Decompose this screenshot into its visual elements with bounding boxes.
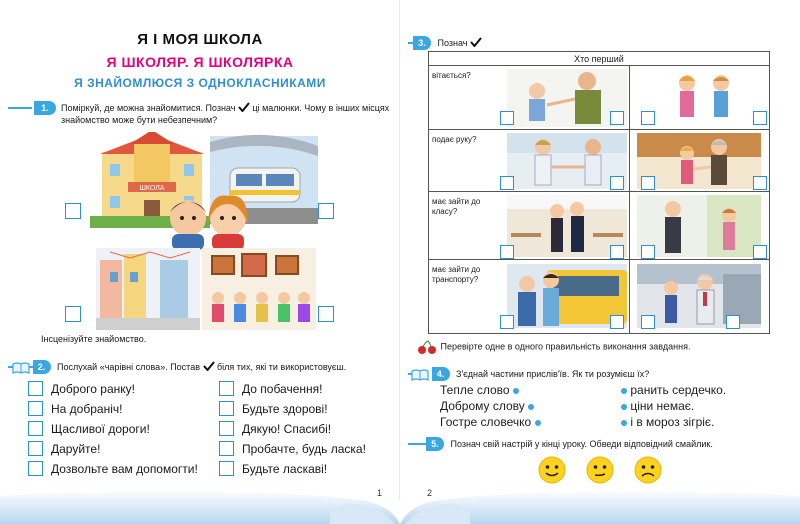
word-checkbox[interactable] [28, 401, 43, 416]
museum-picture [202, 248, 316, 330]
checkbox-station[interactable] [318, 203, 334, 219]
task-5: 5. Познач свій настрій у кінці уроку. Обведи відповідний смайлик. [426, 437, 713, 451]
word-checkbox[interactable] [28, 421, 43, 436]
table-header: Хто перший [429, 52, 769, 66]
page-bottom-decoration [0, 480, 800, 524]
school-sign: ШКОЛА [139, 185, 165, 192]
checkbox-greet-boy[interactable] [753, 111, 767, 125]
cherries-icon [416, 340, 438, 354]
task-number: 4. [432, 367, 450, 381]
task-number: 2. [33, 360, 51, 374]
photo-bus-elderly [637, 264, 761, 328]
street-picture [96, 248, 200, 330]
checkmark-icon [470, 37, 482, 47]
table-row [429, 260, 769, 333]
checkbox-greet-child[interactable] [500, 111, 514, 125]
word-checkbox[interactable] [28, 441, 43, 456]
photo-handshake-adults [507, 133, 627, 189]
photo-handshake-teacher [637, 133, 761, 189]
word-checkbox[interactable] [219, 401, 234, 416]
word-checkbox[interactable] [28, 381, 43, 396]
checkbox-class-boy[interactable] [610, 245, 624, 259]
word-checkbox[interactable] [219, 381, 234, 396]
checkbox-hand-girl[interactable] [641, 176, 655, 190]
connect-dot[interactable] [513, 388, 519, 394]
checkbox-street[interactable] [65, 306, 81, 322]
checkbox-greet-adult[interactable] [610, 111, 624, 125]
table-row [429, 192, 769, 260]
checkmark-icon [203, 361, 215, 371]
proverb-start[interactable]: Гостре словечко [440, 415, 541, 429]
checkbox-school[interactable] [65, 203, 81, 219]
row-question: подає руку? [432, 135, 477, 144]
word-checkbox[interactable] [219, 421, 234, 436]
checkbox-bus-man[interactable] [610, 315, 624, 329]
checkmark-icon [238, 102, 250, 112]
left-page: Я І МОЯ ШКОЛА Я ШКОЛЯР. Я ШКОЛЯРКА Я ЗНАЙОМЛЮСЯ З ОДНОКЛАСНИКАМИ 1. Поміркуй, де можна знайомитися. Познач ці малюнки. Чому в інших місцях знайомство може бути небезпечним? ШКОЛА Інсценізуйте знайомство. 2. Послухай «чарівні слова». Постав біля тих, які ти використовуєш. Доброго ранку! На добраніч! Щасливої дороги! Даруйте! Дозвольте вам допомогти! До побачення! Будьте здорові! Дякую! Спасибі! Пробачте, будь ласка! Будьте ласкаві! 1 [0, 0, 400, 524]
connect-dot[interactable] [621, 420, 627, 426]
task-number: 3. [413, 36, 431, 50]
checkbox-class-teacher[interactable] [641, 245, 655, 259]
row-question: вітається? [432, 71, 471, 80]
checkbox-hand-woman[interactable] [500, 176, 514, 190]
lesson-title: Я ШКОЛЯР. Я ШКОЛЯРКА [106, 54, 294, 70]
checkbox-class-student[interactable] [753, 245, 767, 259]
connect-dot[interactable] [621, 404, 627, 410]
proverb-end[interactable]: і в мороз зігріє. [621, 415, 714, 429]
who-first-table [428, 51, 770, 334]
lesson-subtitle: Я ЗНАЙОМЛЮСЯ З ОДНОКЛАСНИКАМИ [74, 76, 326, 90]
listen-book-icon [411, 369, 429, 381]
section-title: Я І МОЯ ШКОЛА [137, 31, 263, 48]
word-checkbox[interactable] [219, 461, 234, 476]
connect-dot[interactable] [528, 404, 534, 410]
word-checkbox[interactable] [219, 441, 234, 456]
task-number: 1. [34, 101, 56, 115]
checkbox-bus-girl[interactable] [500, 315, 514, 329]
row-question: має зайти до класу? [432, 197, 481, 216]
page-number: 2 [427, 488, 433, 498]
photo-greet-kids [637, 69, 761, 127]
checkbox-bus-elderly[interactable] [726, 315, 740, 329]
proverb-start[interactable]: Тепле слово [440, 383, 519, 397]
checkbox-hand-man[interactable] [610, 176, 624, 190]
photo-bus-children [507, 264, 627, 328]
table-row [429, 66, 769, 130]
stage-note: Інсценізуйте знайомство. [41, 334, 147, 344]
task-1-text: Поміркуй, де можна знайомитися. Познач ці малюнки. Чому в інших місцях знайомство може бути небезпечним? [61, 103, 390, 125]
task-3: 3. Познач [413, 36, 482, 50]
photo-classroom-children [507, 195, 627, 257]
checkbox-class-girl[interactable] [500, 245, 514, 259]
proverb-start[interactable]: Доброму слову [440, 399, 534, 413]
task-4: 4. З'єднай частини прислів'їв. Як ти розумієш їх? [411, 367, 649, 381]
word-checkbox[interactable] [28, 461, 43, 476]
proverb-end[interactable]: ранить сердечко. [621, 383, 726, 397]
page-number: 1 [377, 488, 383, 498]
checkbox-greet-girl[interactable] [641, 111, 655, 125]
task-line [8, 107, 32, 109]
checkbox-hand-teacher[interactable] [753, 176, 767, 190]
checkbox-bus-child[interactable] [641, 315, 655, 329]
connect-dot[interactable] [535, 420, 541, 426]
check-note: Перевірте одне в одного правильність виконання завдання. [416, 340, 691, 354]
listen-book-icon [12, 362, 30, 374]
task-2: 2. Послухай «чарівні слова». Постав біля тих, які ти використовуєш. [12, 360, 346, 374]
task-number: 5. [426, 437, 444, 451]
row-question: має зайти до транспорту? [432, 265, 481, 284]
photo-classroom-teacher [637, 195, 761, 257]
photo-greet-adult [507, 69, 627, 127]
table-row [429, 130, 769, 192]
proverb-end[interactable]: ціни немає. [621, 399, 694, 413]
checkbox-museum[interactable] [318, 306, 334, 322]
right-page [400, 0, 800, 524]
places-illustration [90, 132, 320, 332]
connect-dot[interactable] [621, 388, 627, 394]
